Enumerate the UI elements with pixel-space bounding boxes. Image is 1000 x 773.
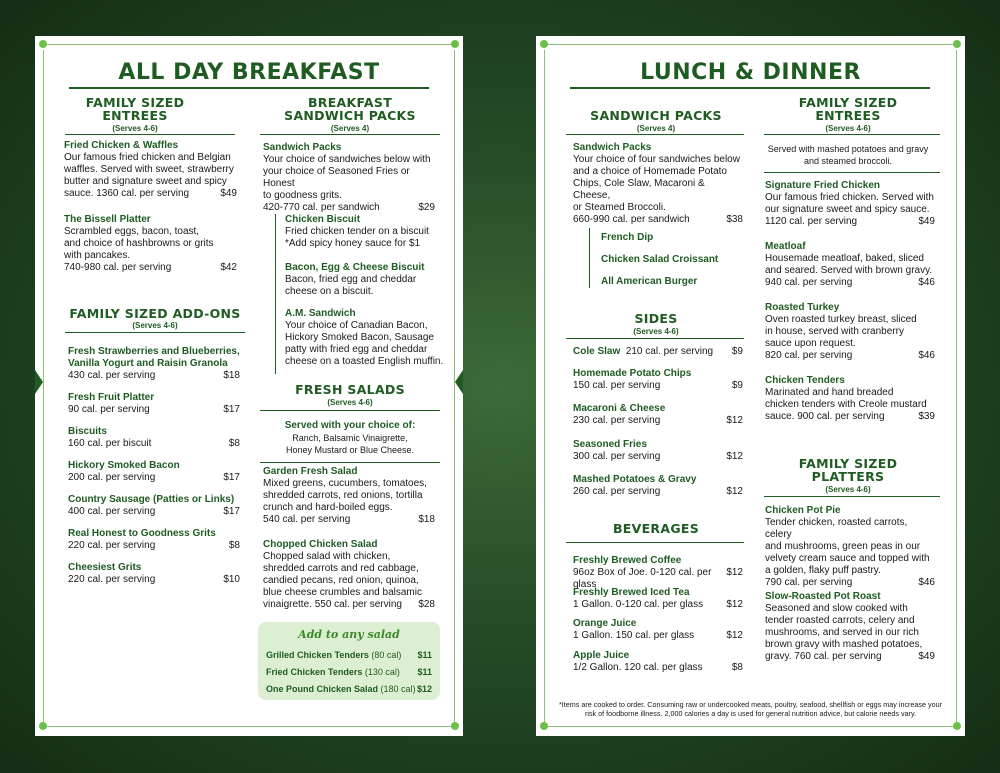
serves-note: (Serves 4-6) [633, 327, 679, 336]
section-rule [764, 134, 940, 135]
section-title-sides: SIDES [634, 311, 678, 326]
breakfast-page [35, 36, 463, 736]
serves-note: (Serves 4-6) [825, 485, 871, 494]
salad-addon-box [258, 622, 440, 700]
entree-note: Served with mashed potatoes and gravy and steamed broccoli. [767, 144, 929, 166]
entree-item: Meatloaf Housemade meatloaf, baked, sliced and seared. Served with brown gravy. 940 cal. per serving $46 [765, 241, 935, 288]
allergy-footnote: *Items are cooked to order. Consuming raw or undercooked meats, poultry, seafood, shellfish or eggs may increase your risk of foodborne illness. 2,000 calories a day is used for general nutrition advice, but calorie needs vary. [559, 700, 942, 718]
menu-item: Fried Chicken & Waffles Our famous fried chicken and Belgian waffles. Served with sweet, strawberry butter and signature sweet and spicy sauce. 1360 cal. per serving $49 [64, 140, 237, 199]
entree-item: Roasted Turkey Oven roasted turkey breast, sliced in house, served with cranberry sauce upon request. 820 cal. per serving $46 [765, 302, 935, 361]
sandwich-option: All American Burger [601, 276, 698, 287]
sandwich-option: Chicken Biscuit Fried chicken tender on a biscuit *Add spicy honey sauce for $1 [285, 214, 429, 249]
page-title: ALL DAY BREAKFAST [118, 60, 380, 85]
serves-note: (Serves 4) [330, 124, 370, 133]
title-rule [570, 87, 930, 89]
section-title-salads: FRESH SALADS [295, 382, 405, 397]
platter-item: Chicken Pot Pie Tender chicken, roasted carrots, celery and mushrooms, green peas in our velvety cream sauce and topped with a golden, flaky puff pastry. 790 cal. per serving $46 [765, 505, 935, 588]
beverage-item: Orange Juice 1 Gallon. 150 cal. per glass $12 [573, 618, 743, 641]
beverage-item: Apple Juice 1/2 Gallon. 120 cal. per glass $8 [573, 650, 743, 673]
addon-title: Add to any salad [298, 628, 400, 641]
addon-item: Country Sausage (Patties or Links) 400 cal. per serving $17 [68, 494, 240, 517]
addon-row: One Pound Chicken Salad (180 cal) $12 [266, 684, 432, 694]
addon-item: Hickory Smoked Bacon 200 cal. per serving $17 [68, 460, 240, 483]
fork-knife-icon [953, 40, 961, 48]
section-title-sandwich-packs: SANDWICH PACKS [590, 108, 722, 123]
side-item: Cole Slaw 210 cal. per serving $9 [573, 346, 743, 357]
fork-knife-icon [451, 722, 459, 730]
frame-right-line [956, 50, 957, 722]
serves-note: (Serves 4) [636, 124, 676, 133]
sandwich-option: French Dip [601, 232, 654, 243]
serves-note: (Serves 4-6) [112, 124, 158, 133]
serves-note: (Serves 4-6) [132, 321, 178, 330]
addon-row: Fried Chicken Tenders (130 cal) $11 [266, 667, 432, 677]
fork-knife-icon [39, 722, 47, 730]
section-title-platters: FAMILY SIZED PLATTERS [798, 456, 898, 484]
fork-knife-icon [39, 40, 47, 48]
section-title-beverages: BEVERAGES [612, 521, 700, 536]
section-title-family-entrees: FAMILY SIZED ENTREES [798, 95, 898, 123]
fork-knife-icon [953, 722, 961, 730]
section-title-family-entrees: FAMILY SIZED ENTREES [85, 95, 185, 123]
side-item: Macaroni & Cheese 230 cal. per serving $12 [573, 403, 743, 426]
addon-row: Grilled Chicken Tenders (80 cal) $11 [266, 650, 432, 660]
beverage-item: Freshly Brewed Coffee 96oz Box of Joe. 0-120 cal. per glass $12 [573, 555, 743, 590]
menu-item: Sandwich Packs Your choice of sandwiches below with your choice of Seasoned Fries or Honest to goodness grits. 420-770 cal. per sandwich $29 [263, 142, 435, 213]
frame-bottom-line [546, 726, 955, 727]
addon-item: Biscuits 160 cal. per biscuit $8 [68, 426, 240, 449]
entree-item: Signature Fried Chicken Our famous fried chicken. Served with our signature sweet and spicy sauce. 1120 cal. per serving $49 [765, 180, 935, 227]
sandwich-option: Chicken Salad Croissant [601, 254, 719, 265]
fork-knife-icon [451, 40, 459, 48]
addon-item: Fresh Fruit Platter 90 cal. per serving $17 [68, 392, 240, 415]
addon-item: Cheesiest Grits 220 cal. per serving $10 [68, 562, 240, 585]
sandwich-options [589, 228, 739, 288]
frame-left-line [43, 50, 44, 722]
beverage-item: Freshly Brewed Iced Tea 1 Gallon. 0-120 cal. per glass $12 [573, 587, 743, 610]
section-title-addons: FAMILY SIZED ADD-ONS [69, 306, 241, 321]
section-rule [65, 134, 235, 135]
fork-knife-icon [540, 40, 548, 48]
section-rule [260, 410, 440, 411]
salad-item: Garden Fresh Salad Mixed greens, cucumbers, tomatoes, shredded carrots, red onions, tortilla crunch and hard-boiled eggs. 540 cal. per serving $18 [263, 466, 435, 525]
section-rule [764, 496, 940, 497]
frame-top-line [546, 44, 955, 45]
section-rule [260, 134, 440, 135]
section-title-breakfast-sandwich-packs: BREAKFAST SANDWICH PACKS [284, 95, 416, 123]
sandwich-options [275, 214, 444, 374]
section-rule [764, 172, 940, 173]
section-rule [566, 542, 744, 543]
sandwich-option: A.M. Sandwich Your choice of Canadian Bacon, Hickory Smoked Bacon, Sausage patty with fried egg and cheddar cheese on a toasted English muffin. [285, 308, 444, 367]
side-item: Seasoned Fries 300 cal. per serving $12 [573, 439, 743, 462]
fold-marker [35, 370, 43, 394]
side-item: Mashed Potatoes & Gravy 260 cal. per serving $12 [573, 474, 743, 497]
platter-item: Slow-Roasted Pot Roast Seasoned and slow cooked with tender roasted carrots, celery and mushrooms, and served in our rich brown gravy with mashed potatoes, gravy. 760 cal. per serving $49 [765, 591, 935, 662]
sandwich-option: Bacon, Egg & Cheese Biscuit Bacon, fried egg and cheddar cheese on a biscuit. [285, 262, 425, 297]
section-rule [566, 338, 744, 339]
frame-top-line [45, 44, 453, 45]
section-rule [260, 462, 440, 463]
title-rule [69, 87, 429, 89]
dressing-note: Served with your choice of: Ranch, Balsamic Vinaigrette, Honey Mustard or Blue Cheese. [284, 420, 416, 455]
menu-item: Sandwich Packs Your choice of four sandwiches below and a choice of Homemade Potato Chips, Cole Slaw, Macaroni & Cheese, or Steamed Broccoli. 660-990 cal. per sandwich $38 [573, 142, 743, 225]
serves-note: (Serves 4-6) [825, 124, 871, 133]
entree-item: Chicken Tenders Marinated and hand breaded chicken tenders with Creole mustard sauce. 900 cal. per serving $39 [765, 375, 935, 422]
fork-knife-icon [540, 722, 548, 730]
fold-marker [455, 370, 463, 394]
serves-note: (Serves 4-6) [327, 398, 373, 407]
lunch-dinner-page [536, 36, 965, 736]
salad-item: Chopped Chicken Salad Chopped salad with chicken, shredded carrots and red cabbage, candied pecans, red onion, quinoa, blue cheese crumbles and balsamic vinaigrette. 550 cal. per serving $28 [263, 539, 435, 610]
frame-left-line [544, 50, 545, 722]
section-rule [65, 332, 245, 333]
side-item: Homemade Potato Chips 150 cal. per serving $9 [573, 368, 743, 391]
section-rule [566, 134, 744, 135]
page-title: LUNCH & DINNER [640, 60, 861, 85]
frame-bottom-line [45, 726, 453, 727]
addon-item: Real Honest to Goodness Grits 220 cal. per serving $8 [68, 528, 240, 551]
addon-item: Fresh Strawberries and Blueberries, Vanilla Yogurt and Raisin Granola 430 cal. per serving $18 [68, 346, 240, 381]
menu-item: The Bissell Platter Scrambled eggs, bacon, toast, and choice of hashbrowns or grits with pancakes. 740-980 cal. per serving $42 [64, 214, 237, 273]
